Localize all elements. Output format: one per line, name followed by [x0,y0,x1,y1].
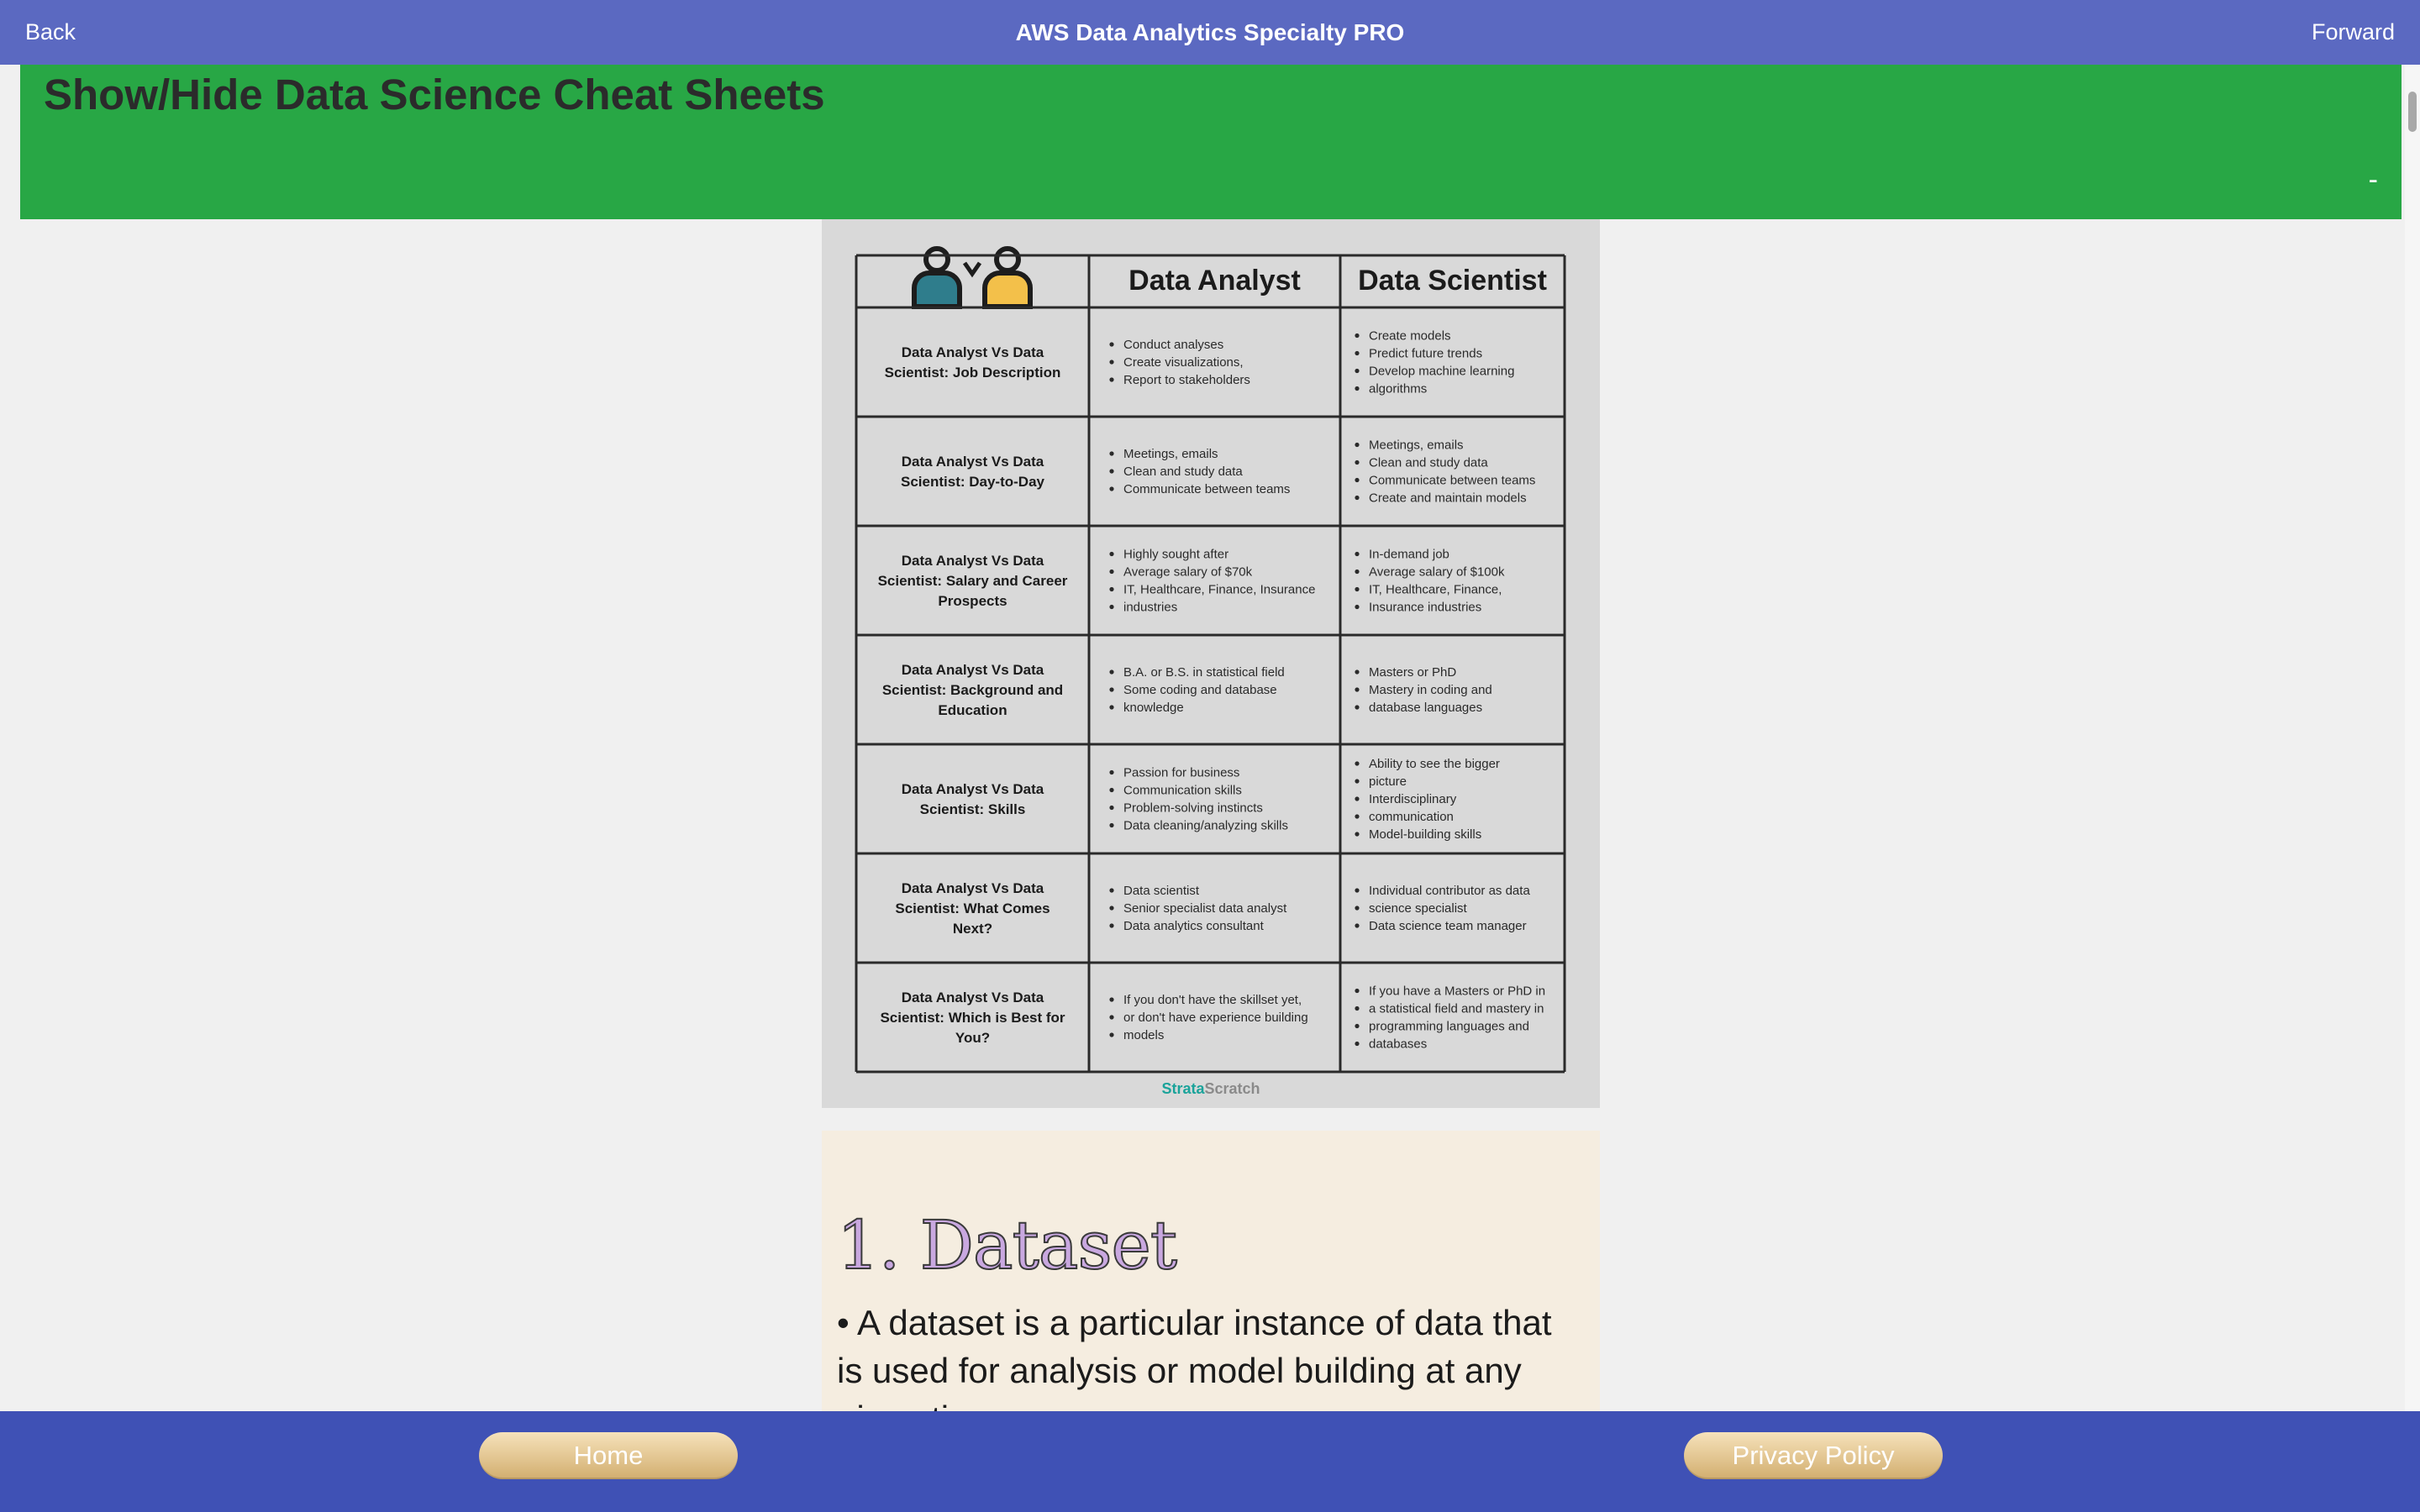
bullet-dot [1355,989,1359,993]
row-label: Scientist: What Comes [895,900,1050,916]
bullet-text: Develop machine learning [1369,364,1515,379]
bullet-text: Ability to see the bigger [1369,757,1500,771]
bullet-text: science specialist [1369,901,1467,916]
column-header: Data Analyst [1128,265,1301,297]
bullet-dot [1109,705,1113,709]
bullet-dot [1355,814,1359,818]
bullet-dot [1109,806,1113,810]
bullet-dot [1109,823,1113,827]
bullet-dot [1109,552,1113,556]
bullet-dot [1109,770,1113,774]
bullet-text: Report to stakeholders [1123,373,1250,387]
bullet-dot [1355,687,1359,691]
home-button[interactable]: Home [479,1432,738,1479]
row-label: Data Analyst Vs Data [901,553,1044,569]
bullet-text: Meetings, emails [1369,438,1464,453]
bullet-text: Average salary of $70k [1123,564,1253,580]
bullet-text: picture [1369,774,1407,789]
bullet-text: Average salary of $100k [1369,564,1505,580]
column-header: Data Scientist [1358,265,1547,297]
bullet-text: Insurance industries [1369,600,1482,615]
app-title: AWS Data Analytics Specialty PRO [1015,19,1405,45]
bullet-dot [1109,469,1113,473]
back-button[interactable]: Back [25,19,76,45]
bullet-dot [1109,605,1113,609]
bullet-dot [1355,333,1359,338]
bullet-text: or don't have experience building [1123,1011,1308,1025]
bullet-text: communication [1369,810,1454,824]
bullet-text: If you don't have the skillset yet, [1123,993,1302,1007]
scrollbar-thumb[interactable] [2408,92,2417,132]
bullet-text: databases [1369,1037,1428,1052]
bullet-text: Highly sought after [1123,547,1229,562]
bullet-text: If you have a Masters or PhD in [1369,984,1546,999]
section-heading: Show/Hide Data Science Cheat Sheets [44,71,825,118]
bullet-dot [1355,496,1359,500]
bullet-text: Data cleaning/analyzing skills [1123,818,1288,833]
row-label: Scientist: Day-to-Day [901,474,1044,490]
bullet-text: algorithms [1369,381,1428,396]
bullet-dot [1109,451,1113,455]
bullet-dot [1355,478,1359,482]
bullet-dot [1355,761,1359,765]
row-label: Scientist: Which is Best for [880,1010,1065,1026]
bottom-bar [0,1411,2420,1512]
bullet-text: Model-building skills [1369,827,1482,842]
bullet-text: Mastery in coding and [1369,683,1492,697]
bullet-dot [1109,360,1113,364]
bullet-dot [1355,605,1359,609]
bullet-dot [1355,669,1359,674]
row-label: Data Analyst Vs Data [901,990,1044,1005]
row-label: Scientist: Skills [919,801,1026,817]
bullet-dot [1355,888,1359,892]
bullet-text: Clean and study data [1123,465,1243,479]
bullet-dot [1109,342,1113,346]
row-label: Data Analyst Vs Data [901,880,1044,896]
bullet-text: Communication skills [1123,783,1242,798]
cheat-sheet-image [822,219,1600,1108]
card-title: 1. Dataset [837,1206,1176,1284]
top-nav-bar [0,0,2420,65]
bullet-text: a statistical field and mastery in [1369,1001,1544,1016]
bullet-text: Create and maintain models [1369,491,1527,506]
bullet-dot [1109,1015,1113,1019]
bullet-dot [1109,669,1113,674]
bullet-dot [1109,377,1113,381]
bullet-text: Interdisciplinary [1369,792,1457,806]
bullet-dot [1355,1006,1359,1011]
row-label: Education [938,702,1007,718]
bullet-dot [1355,1042,1359,1046]
bullet-dot [1355,906,1359,910]
stratascratch-logo: StrataScratch [1161,1080,1260,1097]
bullet-dot [1355,705,1359,709]
bullet-dot [1355,552,1359,556]
bullet-text: Passion for business [1123,765,1240,780]
privacy-policy-button[interactable]: Privacy Policy [1684,1432,1943,1479]
cheat-sheets-toggle-header[interactable] [20,65,2402,219]
bullet-text: Masters or PhD [1369,665,1457,680]
bullet-dot [1355,923,1359,927]
bullet-text: Communicate between teams [1369,473,1536,488]
bullet-text: Problem-solving instincts [1123,801,1263,816]
bullet-text: Senior specialist data analyst [1123,901,1287,916]
bullet-text: Data analytics consultant [1123,919,1264,933]
bullet-dot [1355,570,1359,574]
row-label: You? [955,1030,991,1046]
bullet-text: Clean and study data [1369,455,1488,470]
bullet-dot [1109,923,1113,927]
bullet-text: database languages [1369,701,1483,715]
row-label: Prospects [938,593,1007,609]
page-scrollbar[interactable] [2405,65,2420,1411]
bullet-text: Meetings, emails [1123,447,1218,461]
row-label: Scientist: Job Description [884,365,1061,381]
row-label: Data Analyst Vs Data [901,454,1044,470]
bullet-dot [1355,1024,1359,1028]
bullet-text: models [1123,1028,1165,1042]
bullet-dot [1355,796,1359,801]
bullet-dot [1355,779,1359,783]
row-label: Data Analyst Vs Data [901,662,1044,678]
bullet-dot [1109,486,1113,491]
bullet-text: Communicate between teams [1123,482,1291,496]
dataset-card-image [822,1131,1600,1411]
bullet-dot [1355,587,1359,591]
forward-button[interactable]: Forward [2311,19,2395,45]
bullet-dot [1109,888,1113,892]
bullet-dot [1109,687,1113,691]
bullet-text: Data scientist [1123,884,1200,898]
bullet-dot [1109,997,1113,1001]
bullet-text: Conduct analyses [1123,338,1224,352]
bullet-dot [1355,443,1359,447]
bullet-dot [1109,587,1113,591]
row-label: Next? [952,921,993,937]
bullet-text: Create models [1369,328,1451,344]
bullet-text: Predict future trends [1369,346,1483,361]
bullet-dot [1355,460,1359,465]
bullet-dot [1109,788,1113,792]
row-label: Scientist: Background and [881,682,1064,698]
bullet-text: industries [1123,600,1178,615]
bullet-dot [1355,369,1359,373]
table-text [878,265,1547,1052]
bullet-dot [1355,832,1359,836]
row-label: Data Analyst Vs Data [901,344,1044,360]
bullet-text: Data science team manager [1369,919,1527,933]
bullet-text: IT, Healthcare, Finance, [1369,582,1502,597]
card-body: • A dataset is a particular instance of data that is used for analysis or model building at any [837,1303,1552,1390]
bullet-text: Some coding and database [1123,683,1277,697]
bullet-dot [1355,351,1359,355]
bullet-text: In-demand job [1369,547,1449,562]
bullet-dot [1109,1032,1113,1037]
collapse-toggle[interactable]: - [2368,164,2378,196]
bullet-text: programming languages and [1369,1019,1529,1034]
comparison-table [822,219,1600,1093]
bullet-text: B.A. or B.S. in statistical field [1123,665,1285,680]
people-icon [914,249,1030,307]
bullet-dot [1355,386,1359,391]
row-label: Scientist: Salary and Career [877,573,1068,589]
bullet-dot [1109,570,1113,574]
bullet-dot [1109,906,1113,910]
bullet-text: IT, Healthcare, Finance, Insurance [1123,582,1316,597]
bullet-text: Individual contributor as data [1369,884,1530,898]
bullet-text: knowledge [1123,701,1184,715]
bullet-text: Create visualizations, [1123,355,1244,370]
row-label: Data Analyst Vs Data [901,781,1044,797]
